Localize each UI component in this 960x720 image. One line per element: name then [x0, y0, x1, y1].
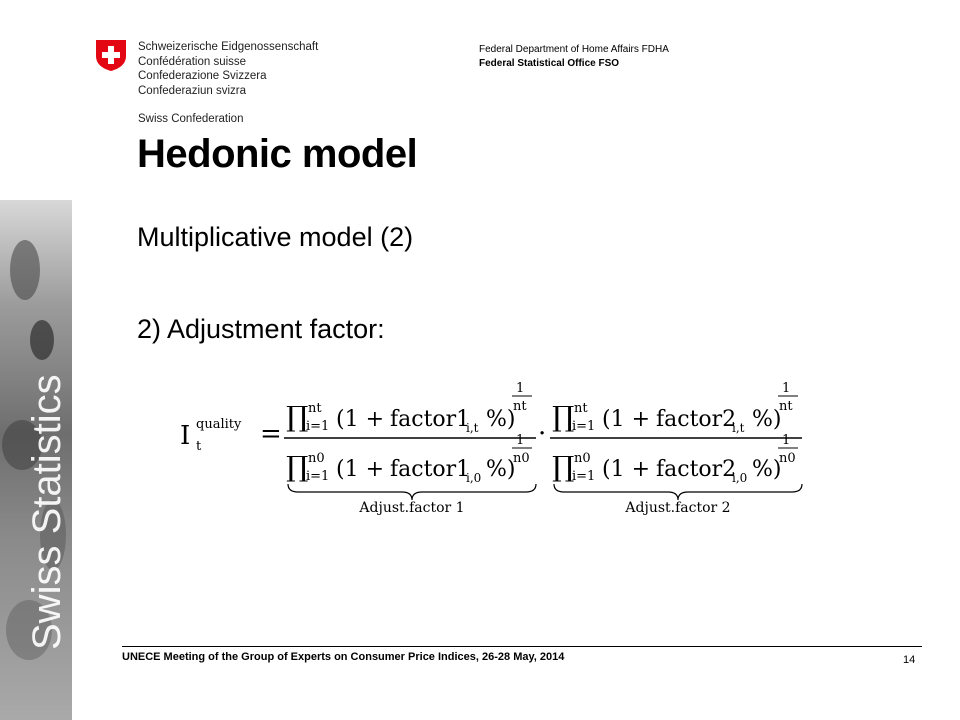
- footer-text: UNECE Meeting of the Group of Experts on Consumer Price Indices, 26-28 May, 2014: [122, 651, 565, 663]
- formula-f1-num-exp-one: 1: [516, 381, 525, 396]
- formula-f2-den-sub: i,0: [732, 471, 748, 485]
- formula-f1-den-sub: i,0: [466, 471, 482, 485]
- confederation-line-de: Schweizerische Eidgenossenschaft: [138, 41, 319, 53]
- confederation-line-en: Swiss Confederation: [138, 113, 244, 125]
- formula-equals: =: [260, 419, 282, 449]
- formula-f2-den-lower: i=1: [572, 469, 596, 484]
- formula-f2-num-exp-nt: nt: [779, 399, 793, 414]
- formula-f1-num-upper: nt: [308, 401, 322, 416]
- formula-f1-den-pct: %): [486, 457, 516, 482]
- department-block: [479, 43, 669, 71]
- formula-f1-num-lower: i=1: [306, 419, 330, 434]
- formula-f1-den-open: (1 +: [336, 457, 385, 482]
- formula-brace-1: [288, 484, 536, 500]
- formula-f1-den-prod: ∏: [286, 450, 309, 483]
- formula-f2-num-lower: i=1: [572, 419, 596, 434]
- sidebar-wordmark: [4, 200, 76, 720]
- formula-f2-num-exp-one: 1: [782, 381, 791, 396]
- formula-f2-den-prod: ∏: [552, 450, 575, 483]
- formula-f1-num-exp-nt: nt: [513, 399, 527, 414]
- formula-f1-num-pct: %): [486, 407, 516, 432]
- confederation-line-it: Confederazione Svizzera: [138, 70, 267, 82]
- formula-f2-den-pct: %): [752, 457, 782, 482]
- sidebar-wordmark-text: Swiss Statistics: [25, 374, 69, 650]
- confederation-line-rm: Confederaziun svizra: [138, 84, 247, 97]
- formula-f2-den-factor: factor2: [656, 457, 737, 482]
- formula-f1-num-sub: i,t: [466, 421, 479, 435]
- swiss-flag-logo: [94, 38, 128, 72]
- formula-brace-label-2: Adjust.factor 2: [625, 500, 731, 516]
- formula-dot: ·: [538, 419, 547, 449]
- formula-f2-den-exp-n0: n0: [779, 451, 796, 466]
- page-number: 14: [903, 654, 916, 666]
- formula-f1-den-lower: i=1: [306, 469, 330, 484]
- slide-point: 2) Adjustment factor:: [137, 314, 385, 344]
- formula-f2-num-factor: factor2: [656, 407, 737, 432]
- formula-f2-num-pct: %): [752, 407, 782, 432]
- slide-title: Hedonic model: [137, 132, 418, 176]
- formula-brace-label-1: Adjust.factor 1: [359, 500, 465, 516]
- formula-brace-2: [554, 484, 802, 500]
- formula-f2-den-exp-one: 1: [782, 433, 791, 448]
- confederation-names: [138, 40, 318, 127]
- formula-f1-den-upper: n0: [308, 451, 325, 466]
- office-name: Federal Statistical Office FSO: [479, 58, 620, 69]
- formula-f2-num-prod: ∏: [552, 400, 575, 433]
- formula-f2-den-upper: n0: [574, 451, 591, 466]
- formula-f2-num-sub: i,t: [732, 421, 745, 435]
- formula-f1-den-exp-n0: n0: [513, 451, 530, 466]
- adjustment-formula: [176, 372, 816, 520]
- formula-f1-num-prod: ∏: [286, 400, 309, 433]
- formula-lhs-sup: quality: [196, 417, 242, 432]
- formula-f2-num-open: (1 +: [602, 407, 651, 432]
- formula-f1-den-exp-one: 1: [516, 433, 525, 448]
- formula-f1-num-open: (1 +: [336, 407, 385, 432]
- formula-f1-den-factor: factor1: [390, 457, 471, 482]
- formula-lhs-sub: t: [196, 439, 202, 454]
- formula-f2-den-open: (1 +: [602, 457, 651, 482]
- formula-f2-num-upper: nt: [574, 401, 588, 416]
- department-name: Federal Department of Home Affairs FDHA: [479, 44, 669, 55]
- formula-f1-num-factor: factor1: [390, 407, 471, 432]
- formula-lhs-base: I: [180, 421, 191, 451]
- slide-subtitle: Multiplicative model (2): [137, 222, 414, 252]
- confederation-line-fr: Confédération suisse: [138, 55, 247, 68]
- footer-divider: [122, 646, 922, 647]
